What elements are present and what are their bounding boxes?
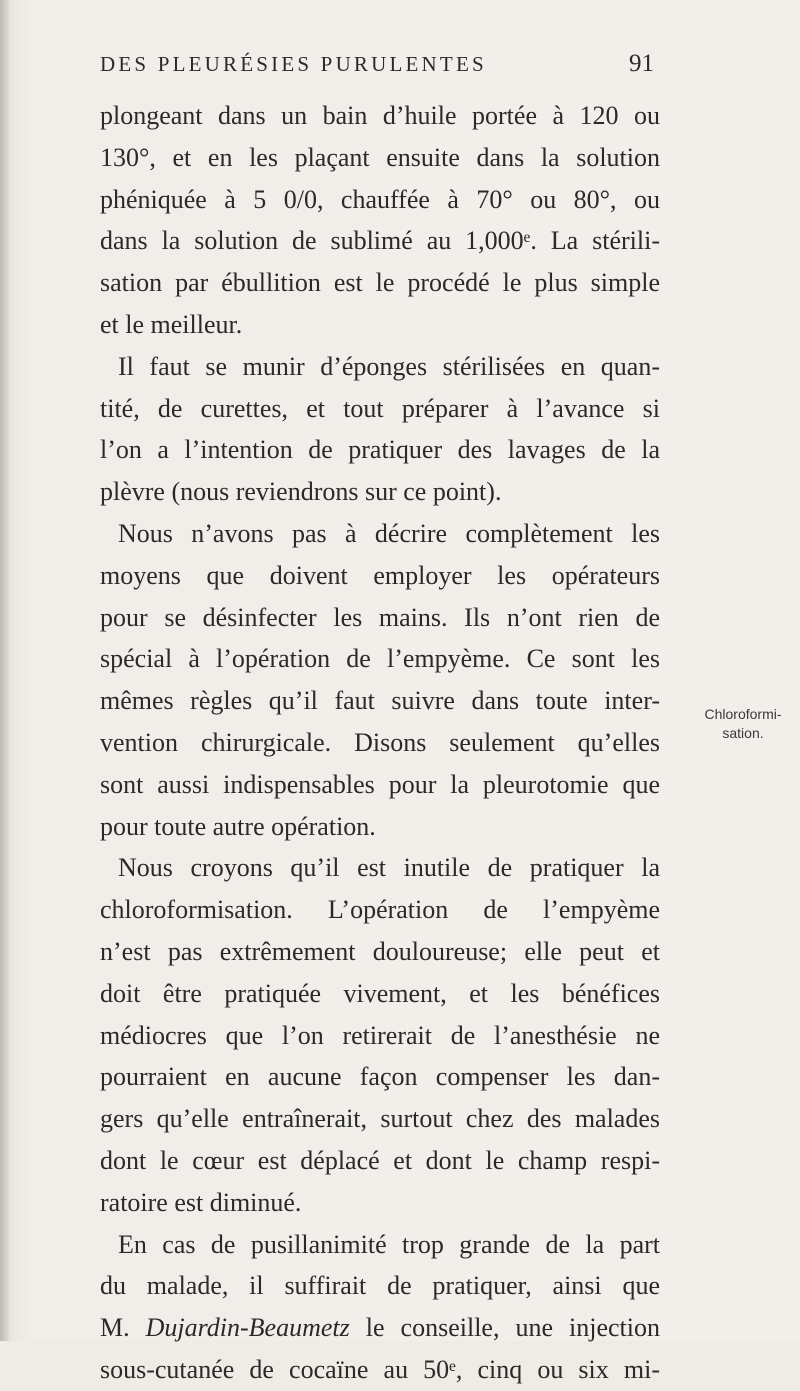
- text-line: et le meilleur.: [100, 309, 243, 339]
- page-binding-edge: [0, 0, 10, 1341]
- text-line: ratoire est diminué.: [100, 1187, 302, 1217]
- text-fragment: M.: [100, 1313, 146, 1343]
- margin-note-line: Chloroformi-: [704, 706, 782, 722]
- page-number: 91: [629, 50, 654, 77]
- text-line: vention chirurgicale. Disons seulement qu’elles: [100, 727, 660, 757]
- text-line: mêmes règles qu’il faut suivre dans toute inter-: [100, 686, 660, 716]
- text-line: moyens que doivent employer les opérateurs: [100, 560, 660, 590]
- text-line: plèvre (nous reviendrons sur ce point).: [100, 477, 502, 507]
- text-line: plongeant dans un bain d’huile portée à 120 ou: [100, 101, 660, 130]
- text-line: l’on a l’intention de pratiquer des lavages de la: [100, 435, 660, 465]
- margin-note-line: sation.: [722, 725, 764, 741]
- text-line: phéniquée à 5 0/0, chauffée à 70° ou 80°, ou: [100, 184, 660, 214]
- text-line: pourraient en aucune façon compenser les dan-: [100, 1062, 660, 1092]
- text-line: tité, de curettes, et tout préparer à l’avance si: [100, 393, 660, 423]
- text-line: chloroformisation. L’opération de l’empyème: [100, 895, 660, 925]
- text-fragment: le conseille, une injection: [349, 1313, 661, 1343]
- paragraph-first-line: Il faut se munir d’éponges stérilisées en quan-: [118, 351, 660, 381]
- paragraph-first-line: En cas de pusillanimité trop grande de la part: [118, 1229, 660, 1259]
- running-title: DES PLEURÉSIES PURULENTES: [100, 52, 487, 76]
- text-line: n’est pas extrêmement douloureuse; elle peut et: [100, 936, 660, 966]
- text-line: dans la solution de sublimé au 1,000ᵉ. La stérili-: [100, 226, 660, 256]
- text-line: pour toute autre opération.: [100, 811, 376, 841]
- paragraph-first-line: Nous n’avons pas à décrire complètement les: [118, 518, 660, 548]
- text-line: sont aussi indispensables pour la pleurotomie que: [100, 769, 660, 799]
- text-line: pour se désinfecter les mains. Ils n’ont rien de: [100, 602, 660, 632]
- text-line: spécial à l’opération de l’empyème. Ce sont les: [100, 644, 660, 674]
- text-line: dont le cœur est déplacé et dont le champ respi-: [100, 1145, 660, 1175]
- text-line: gers qu’elle entraînerait, surtout chez des malades: [100, 1104, 660, 1134]
- text-line: doit être pratiquée vivement, et les bénéfices: [100, 978, 660, 1008]
- body-text: [100, 95, 660, 1391]
- text-line: 130°, et en les plaçant ensuite dans la solution: [100, 142, 660, 172]
- text-line: sous-cutanée de cocaïne au 50ᵉ, cinq ou six mi-: [100, 1354, 660, 1384]
- text-line: sation par ébullition est le procédé le plus simple: [100, 268, 660, 298]
- text-line: du malade, il suffirait de pratiquer, ainsi que: [100, 1271, 660, 1301]
- paragraph-first-line: Nous croyons qu’il est inutile de pratiquer la: [118, 853, 660, 883]
- text-line: [100, 1307, 660, 1349]
- text-line: médiocres que l’on retirerait de l’anesthésie ne: [100, 1020, 660, 1050]
- margin-note: [686, 705, 800, 743]
- running-header: [100, 46, 660, 82]
- author-name: Dujardin-Beaumetz: [145, 1313, 350, 1343]
